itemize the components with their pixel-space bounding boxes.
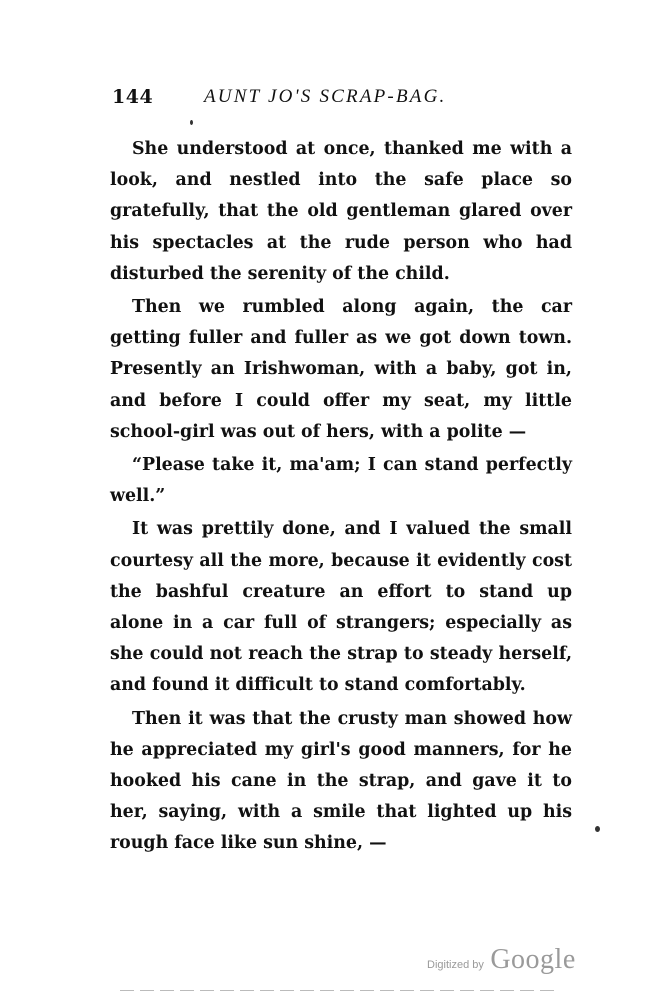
page-header (112, 86, 582, 116)
ink-speck (595, 826, 600, 832)
ink-speck (190, 120, 193, 125)
paragraph: She understood at once, thanked me with a look, and nestled into the safe place so gratefully, that the old gentleman glared over his spectacles at the rude person who had disturbed the serenity of the child. (110, 139, 572, 284)
body-text (110, 134, 572, 862)
page-number: 144 (112, 86, 154, 108)
paragraph: “Please take it, ma'am; I can stand perfectly well.” (110, 455, 572, 507)
google-wordmark: Google (490, 944, 576, 975)
paragraph: Then it was that the crusty man showed how he appreciated my girl's good manners, for he hooked his cane in the strap, and gave it to her, saying, with a smile that lighted up his rough face like sun shine, — (110, 708, 572, 854)
scan-edge-line (120, 990, 560, 991)
running-title: AUNT JO'S SCRAP-BAG. (204, 86, 447, 107)
paragraph: Then we rumbled along again, the car getting fuller and fuller as we got down town. Presently an Irishwoman, with a baby, got in, and before I could offer my seat, my little school-girl was out of hers, with a polite — (110, 297, 572, 442)
paragraph: It was prettily done, and I valued the small courtesy all the more, because it evidently cost the bashful creature an effort to stand up alone in a car full of strangers; especially as she could not reach the strap to steady herself, and found it difficult to stand comfortably. (110, 519, 572, 696)
digitized-by-label: Digitized by (427, 959, 484, 971)
digitization-watermark (427, 944, 576, 976)
